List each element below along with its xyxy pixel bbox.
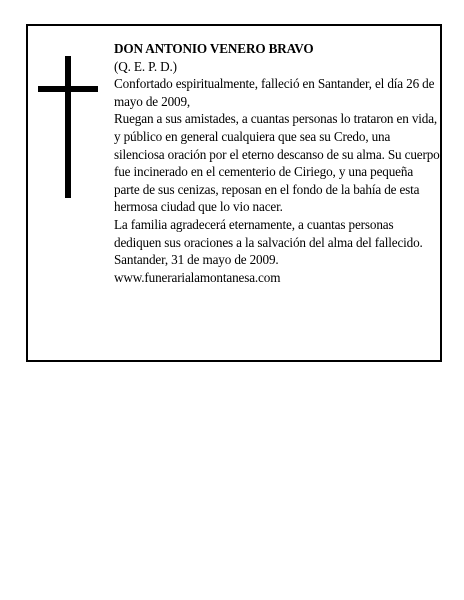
cross-icon bbox=[38, 56, 98, 198]
death-announcement: Confortado espiritualmente, falleció en Santander, el día 26 de mayo de 2009, bbox=[114, 76, 435, 109]
website-link[interactable]: www.funerarialamontanesa.com bbox=[114, 269, 281, 285]
obituary-notice bbox=[26, 24, 442, 362]
cross-vertical-bar bbox=[65, 56, 71, 198]
place-date: Santander, 31 de mayo de 2009. bbox=[114, 252, 279, 268]
notice-text bbox=[114, 40, 440, 286]
deceased-name: DON ANTONIO VENERO BRAVO bbox=[114, 41, 314, 56]
cross-horizontal-bar bbox=[38, 86, 98, 92]
family-thanks: La familia agradecerá eternamente, a cuantas personas dediquen sus oraciones a la salvación del alma del fallecido. bbox=[114, 216, 423, 250]
prayer-request: Ruegan a sus amistades, a cuantas personas lo trataron en vida, y público en general cualquiera que sea su Credo, una silenciosa oración por el eterno descanso de su alma. Su cuerpo fue incinerado en el cementerio de Ciriego, y una pequeña parte de sus cenizas, reposan en el fondo de la bahía de esta hermosa ciudad que lo vio nacer. bbox=[114, 111, 440, 215]
qepd-line: (Q. E. P. D.) bbox=[114, 58, 177, 74]
